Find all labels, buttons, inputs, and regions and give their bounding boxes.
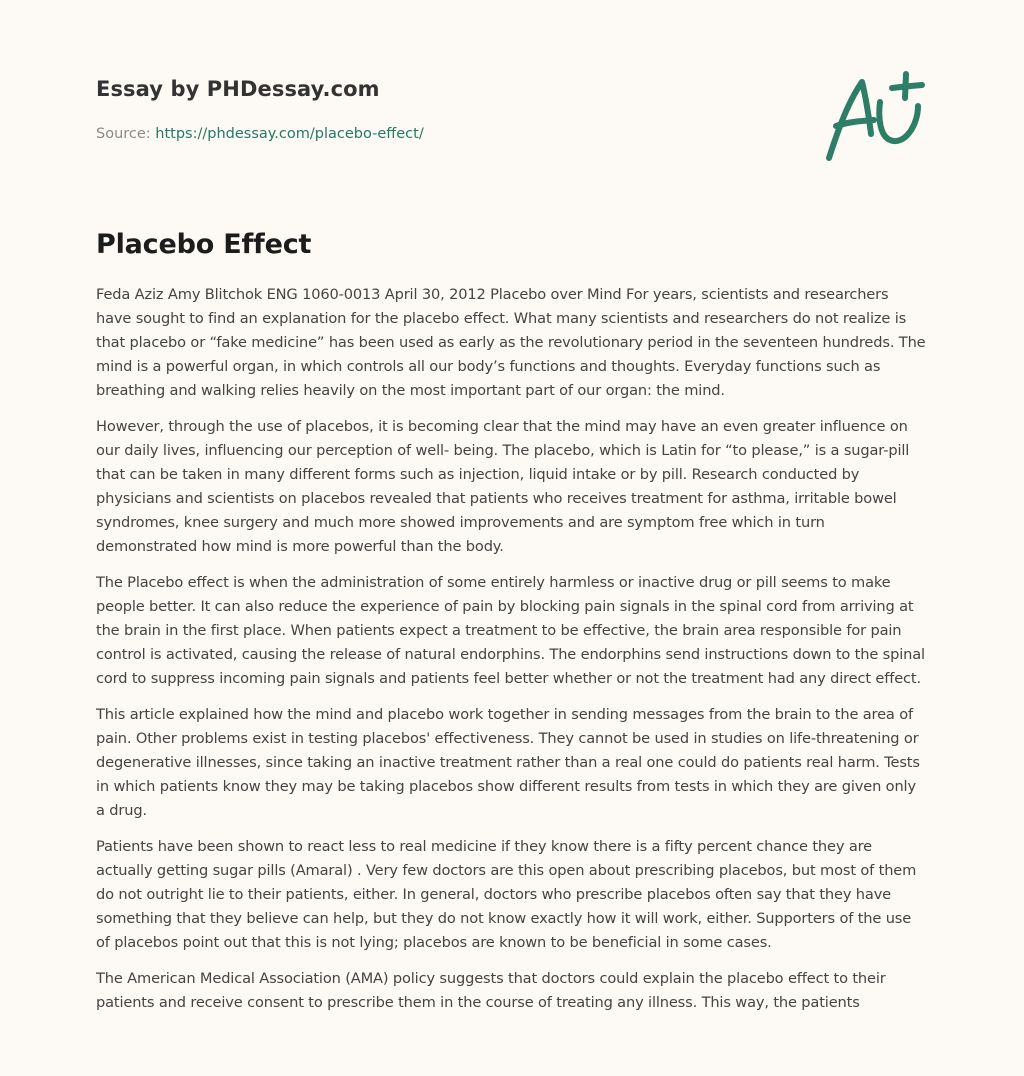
source-line	[96, 124, 796, 144]
article-paragraph: However, through the use of placebos, it is becoming clear that the mind may have an even greater influence on our daily lives, influencing our perception of well- being. The placebo, which is Latin for “to please,” is a sugar-pill that can be taken in many different forms such as injection, liquid intake or by pill. Research conducted by physicians and scientists on placebos revealed that patients who receives treatment for asthma, irritable bowel syndromes, knee surgery and much more showed improvements and are symptom free which in turn demonstrated how mind is more powerful than the body.	[96, 418, 910, 555]
site-title: Essay by PHDessay.com	[96, 77, 380, 101]
source-label: Source:	[96, 126, 151, 142]
essay-article	[96, 226, 928, 1027]
article-paragraph: The Placebo effect is when the administration of some entirely harmless or inactive drug or pill seems to make people better. It can also reduce the experience of pain by blocking pain signals in the spinal cord from arriving at the brain in the first place. When patients expect a treatment to be effective, the brain area responsible for pain control is activated, causing the release of natural endorphins. The endorphins send instructions down to the spinal cord to suppress incoming pain signals and patients feel better whether or not the treatment had any direct effect.	[96, 574, 925, 687]
article-paragraph: This article explained how the mind and placebo work together in sending messages from the brain to the area of pain. Other problems exist in testing placebos' effectiveness. They cannot be used in studies on life-threatening or degenerative illnesses, since taking an inactive treatment rather than a real one could do patients real harm. Tests in which patients know they may be taking placebos show different results from tests in which they are given only a drug.	[96, 706, 920, 819]
article-paragraph: Patients have been shown to react less to real medicine if they know there is a fifty percent chance they are actually getting sugar pills (Amaral) . Very few doctors are this open about prescribing placebos, but most of them do not outright lie to their patients, either. In general, doctors who prescribe placebos often say that they have something that they believe can help, but they do not know exactly how it will work, either. Supporters of the use of placebos point out that this is not lying; placebos are known to be beneficial in some cases.	[96, 838, 917, 951]
article-paragraph: Feda Aziz Amy Blitchok ENG 1060-0013 April 30, 2012 Placebo over Mind For years, scientists and researchers have sought to find an explanation for the placebo effect. What many scientists and researchers do not realize is that placebo or “fake medicine” has been used as early as the revolutionary period in the seventeen hundreds. The mind is a powerful organ, in which controls all our body’s functions and thoughts. Everyday functions such as breathing and walking relies heavily on the most important part of our organ: the mind.	[96, 286, 926, 399]
article-title: Placebo Effect	[96, 229, 312, 260]
a-plus-logo-icon	[822, 68, 926, 164]
source-link[interactable]: https://phdessay.com/placebo-effect/	[155, 126, 424, 142]
page-header	[96, 74, 796, 144]
article-paragraph: The American Medical Association (AMA) policy suggests that doctors could explain the placebo effect to their patients and receive consent to prescribe them in the course of treating any illness. This way, the patients	[96, 970, 886, 1011]
